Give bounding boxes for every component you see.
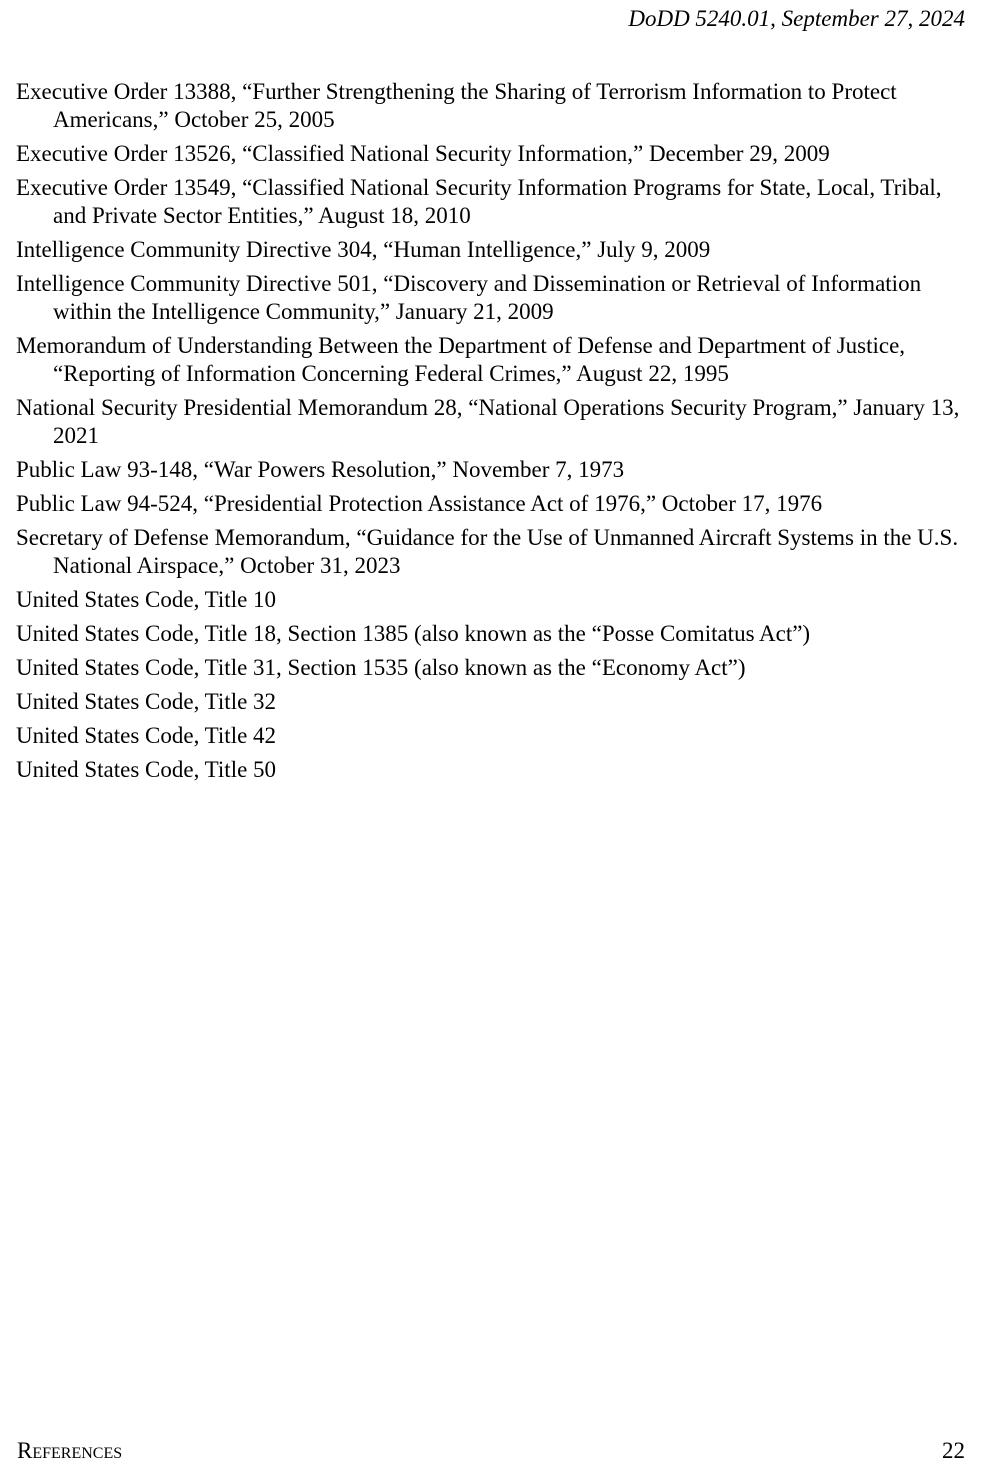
reference-item: Executive Order 13526, “Classified National Security Information,” December 29, 2009 (16, 141, 830, 166)
reference-item: United States Code, Title 42 (16, 723, 277, 748)
footer-section-title: References (17, 1438, 123, 1463)
reference-item: United States Code, Title 18, Section 1385 (also known as the “Posse Comitatus Act”) (16, 621, 811, 646)
reference-item: Intelligence Community Directive 304, “Human Intelligence,” July 9, 2009 (16, 237, 711, 262)
reference-item: Memorandum of Understanding Between the Department of Defense and Department of Justice, “Reporting of Information Concerning Federal Crimes,” August 22, 1995 (16, 333, 906, 386)
references-list (16, 78, 974, 790)
reference-item: United States Code, Title 10 (16, 587, 277, 612)
reference-item: National Security Presidential Memorandum 28, “National Operations Security Program,” January 13, 2021 (16, 395, 960, 448)
reference-item: Executive Order 13549, “Classified National Security Information Programs for State, Local, Tribal, and Private Sector Entities,” August 18, 2010 (16, 175, 942, 228)
reference-item: Executive Order 13388, “Further Strengthening the Sharing of Terrorism Information to Protect Americans,” October 25, 2005 (16, 79, 897, 132)
page-number: 22 (942, 1438, 965, 1463)
reference-item: Public Law 93-148, “War Powers Resolution,” November 7, 1973 (16, 457, 625, 482)
reference-item: Secretary of Defense Memorandum, “Guidance for the Use of Unmanned Aircraft Systems in the U.S. National Airspace,” October 31, 2023 (16, 525, 959, 578)
reference-item: United States Code, Title 32 (16, 689, 277, 714)
reference-item: Intelligence Community Directive 501, “Discovery and Dissemination or Retrieval of Information within the Intelligence Community,” January 21, 2009 (16, 271, 922, 324)
document-header: DoDD 5240.01, September 27, 2024 (628, 6, 965, 31)
reference-item: Public Law 94-524, “Presidential Protection Assistance Act of 1976,” October 17, 1976 (16, 491, 823, 516)
reference-item: United States Code, Title 31, Section 1535 (also known as the “Economy Act”) (16, 655, 746, 680)
reference-item: United States Code, Title 50 (16, 757, 277, 782)
